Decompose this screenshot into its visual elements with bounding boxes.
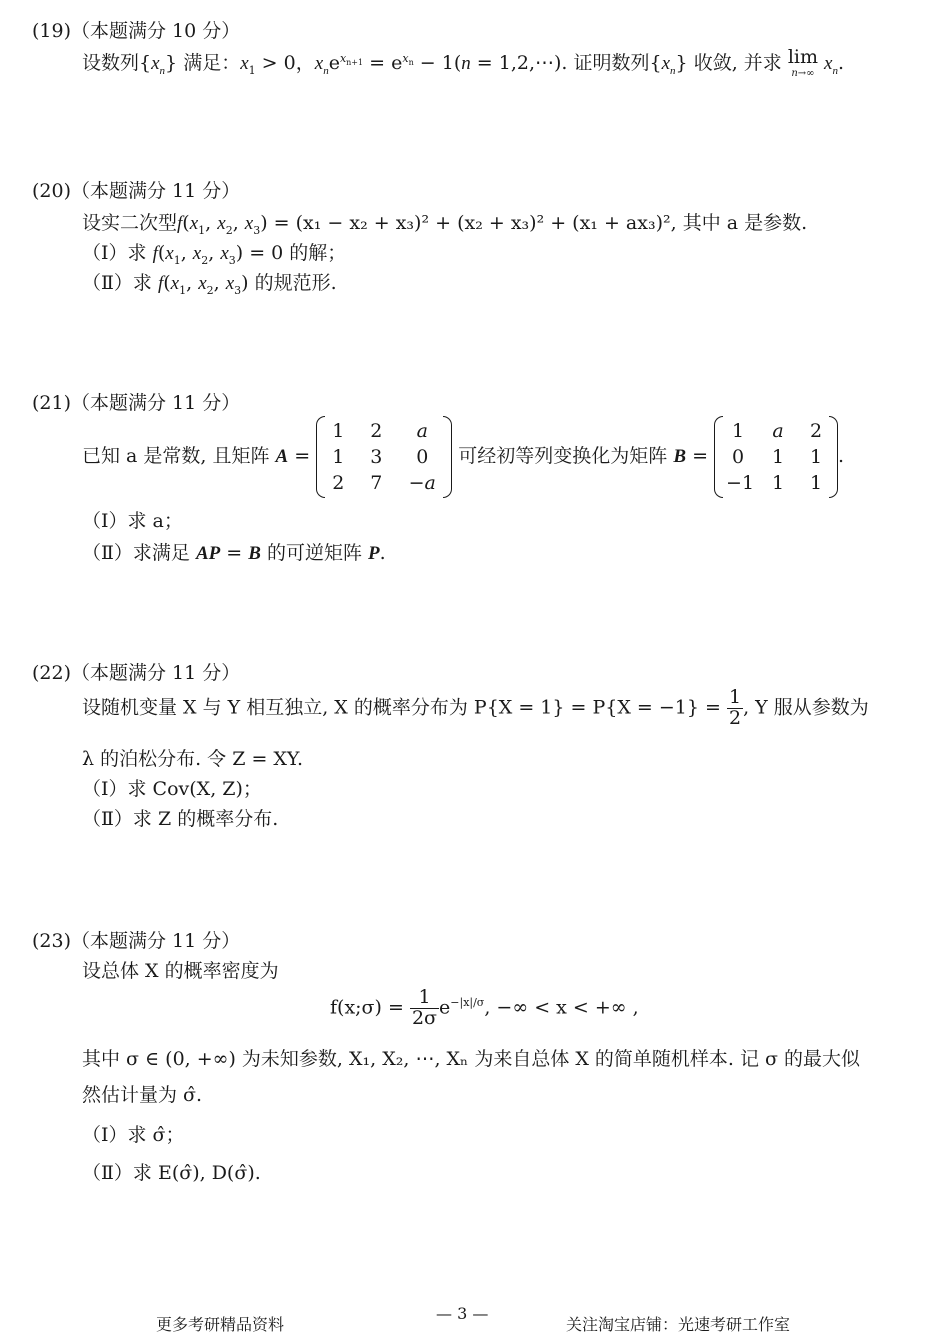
q20-part1: （Ⅰ）求 $f(x_1$, $x_2$, $x_3) = 0$ 的解； xyxy=(82,242,347,267)
q23-line4: 然估计量为 σ̂. xyxy=(82,1084,203,1106)
q22-part1: （Ⅰ）求 Cov(X, Z)； xyxy=(82,778,262,800)
q20-part2: （Ⅱ）求 $f(x_1$, $x_2$, $x_3$) 的规范形. xyxy=(82,272,337,297)
matrix-b-cell: a xyxy=(772,420,784,442)
matrix-b-cell: 2 xyxy=(809,420,823,442)
matrix-a-cell: 2 xyxy=(332,472,345,494)
page-number: — 3 — xyxy=(436,1304,489,1323)
q21-statement: 已知 a 是常数, 且矩阵 A = 1 2 a 1 3 0 2 7 −a 可经初等列变换化为矩阵 B = 1 a 2 0 1 1 −1 1 1 . xyxy=(82,416,844,498)
matrix-a xyxy=(316,416,452,498)
matrix-b-cell: 1 xyxy=(809,446,823,468)
matrix-a-cell: 3 xyxy=(370,446,383,468)
q23-intro: 设总体 X 的概率密度为 xyxy=(82,960,279,982)
q21-part1: （Ⅰ）求 a； xyxy=(82,510,183,532)
matrix-b-cell: 0 xyxy=(731,446,745,468)
q19-statement: 设数列$\{x_n\}$ 满足：$x_1 > 0$，$x_ne^{x_{n+1}} = e^{x_n} - 1(n$ = 1,2,⋯). 证明数列$\{x_n\}$ 收敛, 并求 lim n→∞ $x_n$. xyxy=(82,46,845,79)
q21-heading: (21)（本题满分 11 分） xyxy=(32,392,241,414)
q19-heading: (19)（本题满分 10 分） xyxy=(32,20,241,42)
q23-part1: （Ⅰ）求 σ̂； xyxy=(82,1124,185,1146)
q22-line2: λ 的泊松分布. 令 Z = XY. xyxy=(82,748,304,770)
q22-heading: (22)（本题满分 11 分） xyxy=(32,662,241,684)
q22-line1: 设随机变量 X 与 Y 相互独立, X 的概率分布为 P{X = 1} = P{X = −1} = $\frac{1}{2}$ , Y 服从参数为 xyxy=(82,686,869,729)
footer-left-link[interactable]: 更多考研精品资料 xyxy=(156,1315,285,1334)
matrix-b-cell: 1 xyxy=(809,472,823,494)
matrix-b-cell: 1 xyxy=(771,472,785,494)
q22-part2: （Ⅱ）求 Z 的概率分布. xyxy=(82,808,279,830)
q23-line3: 其中 σ ∈ (0, +∞) 为未知参数, X₁, X₂, ⋯, Xₙ 为来自总体 X 的简单随机样本. 记 σ 的最大似 xyxy=(82,1048,861,1070)
q21-part2: （Ⅱ）求满足 AP = B 的可逆矩阵 P. xyxy=(82,542,386,564)
q23-part2: （Ⅱ）求 E(σ̂), D(σ̂). xyxy=(82,1162,261,1184)
q23-density-formula: f(x;σ) = $\frac{1}{2\sigma}$ $e^{-|x|/\sigma}$, −∞ < x < +∞ , xyxy=(330,986,639,1029)
q20-heading: (20)（本题满分 11 分） xyxy=(32,180,241,202)
density-fraction: $\frac{1}{2\sigma}$ xyxy=(411,986,438,1029)
q23-heading: (23)（本题满分 11 分） xyxy=(32,930,241,952)
matrix-a-cell: 1 xyxy=(332,420,345,442)
footer-right-link[interactable]: 关注淘宝店铺：光速考研工作室 xyxy=(566,1315,791,1334)
matrix-a-cell: −a xyxy=(408,472,436,494)
limit-operator: lim n→∞ xyxy=(787,46,818,79)
matrix-b-cell: 1 xyxy=(731,420,745,442)
matrix-a-cell: 1 xyxy=(332,446,345,468)
matrix-b-cell: −1 xyxy=(726,472,755,494)
matrix-b-cell: 1 xyxy=(771,446,785,468)
matrix-a-cell: 2 xyxy=(370,420,383,442)
matrix-a-cell: 7 xyxy=(370,472,383,494)
matrix-b xyxy=(714,416,838,498)
q20-expression: (x₁ − x₂ + x₃)² + (x₂ + x₃)² + (x₁ + ax₃)² xyxy=(295,212,671,234)
q20-statement: 设实二次型$f(x_1$, $x_2$, $x_3) = (x_1 - x_2 + x_3)^2 + (x_2 + x_3)^2 + (x_1 + ax_3)^2$, 其中 a 是参数. xyxy=(82,212,808,237)
matrix-a-cell: 0 xyxy=(416,446,429,468)
fraction-one-half: $\frac{1}{2}$ xyxy=(729,686,742,729)
matrix-a-cell: a xyxy=(416,420,428,442)
